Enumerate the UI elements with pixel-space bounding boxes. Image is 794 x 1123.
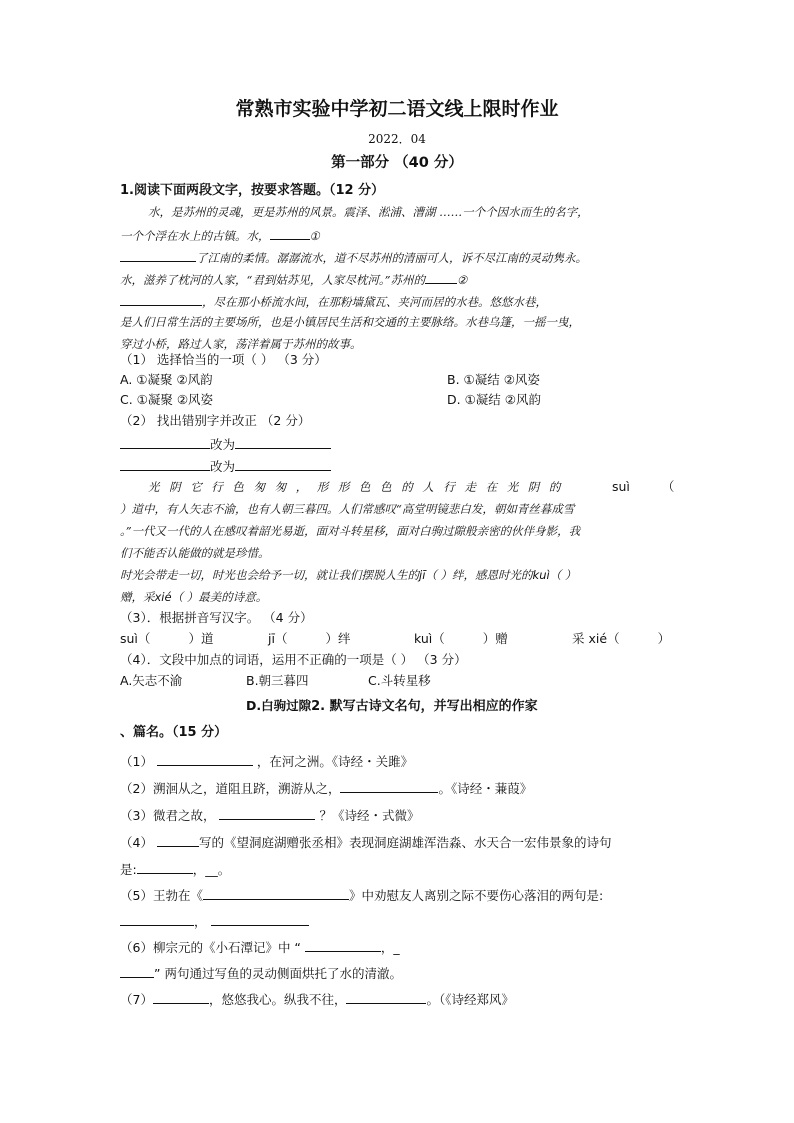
- q1-p2-line1: [148, 479, 668, 495]
- q1-p1-line2: [120, 226, 320, 244]
- q1-p2-line6-pre: 赠，采: [120, 590, 155, 604]
- q1-p2-line6-text: （ ）最美的诗意。: [171, 590, 268, 604]
- q2-heading-cont: 、篇名。（15 分）: [120, 725, 228, 740]
- pinyin-kui: kuì: [532, 568, 550, 582]
- blank-2-cont[interactable]: [120, 292, 202, 306]
- q2-item3: [120, 806, 419, 824]
- q2-text-4b: 是:: [120, 862, 137, 877]
- q1-heading: 1.阅读下面两段文字，按要求答题。（12 分）: [120, 183, 385, 198]
- q2-heading: 2. 默写古诗文名句，并写出相应的作家: [311, 699, 538, 714]
- sub3-rest-3: 赠: [495, 631, 508, 646]
- q1-p2-line1-tail: [612, 479, 674, 495]
- q1-p1-line4-text: 水，滋养了枕河的人家，“君到姑苏见，人家尽枕河。”苏州的: [120, 273, 426, 287]
- q2-text-5b: ，: [194, 914, 207, 929]
- blank-2-marker: ②: [457, 273, 468, 287]
- q2-blank-4[interactable]: [157, 833, 199, 847]
- sub3-pre-4: 采: [572, 631, 585, 646]
- q2-item5: [120, 886, 603, 904]
- q2-tail-3: ？《诗经・式微》: [319, 808, 420, 823]
- q1-sub3-stem: （3）．根据拼音写汉字。 （4 分）: [120, 610, 313, 625]
- q2-blank-7a[interactable]: [153, 990, 209, 1004]
- q1-p2-line5: [120, 567, 576, 583]
- blank-1-cont[interactable]: [120, 248, 196, 262]
- q1-p2-line5-text: 时光会带走一切，时光也会给予一切，就让我们摆脱人生的: [120, 568, 419, 582]
- part-heading: 第一部分 （40 分）: [331, 155, 463, 171]
- q1-p1-line5-text: ，尽在那小桥流水间，在那粉墙黛瓦、夹河而居的水巷。悠悠水巷，: [202, 295, 547, 309]
- q1-p1-line6: 是人们日常生活的主要场所，也是小镇居民生活和交通的主要脉络。水巷乌篷，一摇一曳，: [120, 315, 580, 329]
- q2-item1: [120, 752, 413, 770]
- q2-item6-cont: [120, 964, 402, 982]
- pinyin-sui: suì: [612, 479, 630, 494]
- q2-item2: [120, 779, 532, 797]
- q1-p2-line4: 们不能否认能做的就是珍惜。: [120, 546, 270, 560]
- sub3-rest-1: 道: [200, 631, 214, 646]
- wrong-char-blank-2[interactable]: [120, 457, 210, 471]
- correct-char-blank-1[interactable]: [235, 435, 331, 449]
- q1-sub1-option-b[interactable]: B. ①凝结 ②风姿: [447, 372, 540, 387]
- change-label-2: 改为: [210, 459, 236, 474]
- sub3-py-3: kuì: [414, 631, 433, 646]
- q1-p2-line1-text: 光阴它行色匆匆，形形色色的人行走在光阴的: [148, 480, 570, 494]
- q2-num-7: （7）: [120, 992, 153, 1007]
- q1-p1-line3: [120, 248, 587, 266]
- q2-blank-6b[interactable]: [120, 964, 154, 978]
- pinyin-xie: xié: [154, 590, 172, 604]
- q2-num-6: （6）: [120, 940, 153, 955]
- q1-sub2-stem: （2） 找出错别字并改正 （2 分）: [120, 413, 311, 428]
- q2-text-4: 写的《望洞庭湖赠张丞相》表现洞庭湖雄浑浩淼、水天合一宏伟景象的诗句: [198, 835, 612, 850]
- q1-p1-line3-text: 了江南的柔情。潺潺流水，道不尽苏州的清丽可人，诉不尽江南的灵动隽永。: [196, 251, 587, 265]
- change-label-1: 改为: [210, 437, 236, 452]
- q1-p2-line5-end: （ ）: [549, 568, 577, 582]
- q1-p2-line3: 。”一代又一代的人在感叹着韶光易逝，面对斗转星移，面对白驹过隙般亲密的伙伴身影，我: [120, 524, 581, 538]
- q2-blank-5a[interactable]: [120, 912, 194, 926]
- blank-1[interactable]: [270, 226, 310, 240]
- q1-sub4-option-d-row: [246, 698, 538, 715]
- date: 2022．04: [368, 132, 426, 146]
- q1-sub3-item1: suì（ ）道: [120, 631, 214, 646]
- wrong-char-blank-1[interactable]: [120, 435, 210, 449]
- q2-text-1: ，在河之洲。《诗经・关雎》: [256, 754, 414, 769]
- q2-num-1: （1）: [120, 754, 153, 769]
- q1-sub4-option-c[interactable]: C.斗转星移: [368, 673, 431, 688]
- q1-sub1-option-d[interactable]: D. ①凝结 ②风韵: [447, 392, 541, 407]
- q2-text-2: 溯洄从之，道阻且跻，溯游从之，: [152, 781, 341, 796]
- correct-char-blank-2[interactable]: [235, 457, 331, 471]
- q2-tail-2: 。《诗经・蒹葭》: [438, 781, 533, 796]
- q2-num-4: （4）: [120, 835, 153, 850]
- q1-sub1-option-c[interactable]: C. ①凝聚 ②风姿: [120, 392, 214, 407]
- q2-tail-6: ，_: [380, 940, 400, 955]
- sub3-py-1: suì: [120, 631, 138, 646]
- q2-blank-3[interactable]: [219, 806, 315, 820]
- q2-item4: [120, 833, 611, 851]
- q2-blank-6a[interactable]: [305, 938, 381, 952]
- q1-sub3-item4: 采 xié（ ）: [572, 631, 671, 646]
- q2-item6: [120, 938, 400, 956]
- sub3-py-2: jī: [268, 631, 275, 646]
- q1-sub3-item3: kuì（ ）赠: [414, 631, 508, 646]
- q2-item5-cont: [120, 912, 309, 930]
- q1-sub4-option-a[interactable]: A.矢志不渝: [120, 673, 183, 688]
- sub3-rest-2: 绊: [337, 631, 351, 646]
- q1-sub3-item2: jī（ ）绊: [268, 631, 351, 646]
- q1-p2-line6: [120, 589, 267, 605]
- q1-sub1-stem: （1） 选择恰当的一项（ ） （3 分）: [120, 352, 327, 367]
- q1-sub4-stem: （4）．文段中加点的词语，运用不正确的一项是（ ） （3 分）: [120, 652, 467, 667]
- q1-p1-line1: 水，是苏州的灵魂，更是苏州的风景。震泽、淞浦、漕湖 ……一个个因水而生的名字，: [148, 205, 589, 219]
- q1-p1-line4: [120, 270, 467, 288]
- q2-item4-cont: [120, 860, 230, 878]
- q2-blank-7b[interactable]: [346, 990, 426, 1004]
- q2-tail-5: 》中劝慰友人离别之际不要伤心落泪的两句是:: [348, 888, 604, 903]
- page-title: 常熟市实验中学初二语文线上限时作业: [235, 98, 559, 120]
- sub3-py-4: xié: [588, 631, 608, 646]
- q2-blank-5b[interactable]: [211, 912, 309, 926]
- q1-sub1-option-a[interactable]: A. ①凝聚 ②风韵: [120, 372, 213, 387]
- q1-p1-line5: [120, 292, 547, 310]
- q2-blank-4b[interactable]: [137, 860, 193, 874]
- q1-p1-line7: 穿过小桥，路过人家，荡洋着属于苏州的故事。: [120, 337, 362, 351]
- q1-sub4-option-d[interactable]: D.白驹过隙: [246, 698, 312, 713]
- q2-text-6: 柳宗元的《小石潭记》中 “: [152, 940, 301, 955]
- q2-text-7: ，悠悠我心。纵我不往，: [208, 992, 347, 1007]
- q2-blank-5-title[interactable]: [203, 886, 349, 900]
- q2-tail-7: 。（《诗经郑风》: [426, 992, 514, 1007]
- q2-blank-1[interactable]: [157, 752, 253, 766]
- q2-item7: [120, 990, 514, 1008]
- q2-text-6b: ” 两句通过写鱼的灵动侧面烘托了水的清澈。: [154, 966, 402, 981]
- pinyin-ji: jī: [419, 568, 426, 582]
- q2-blank-2[interactable]: [340, 779, 438, 793]
- blank-1-marker: ①: [309, 229, 320, 243]
- q1-p2-line5-mid: （ ）绊，感恩时光的: [425, 568, 533, 582]
- q2-num-2: （2）: [120, 781, 153, 796]
- q2-num-3: （3）: [120, 808, 153, 823]
- q1-sub2-row2: [120, 457, 331, 475]
- q1-sub4-option-b[interactable]: B.朝三暮四: [246, 673, 309, 688]
- q1-sub2-row1: [120, 435, 331, 453]
- q1-p2-line2: ）道中，有人矢志不渝，也有人朝三暮四。人们常感叹“高堂明镜悲白发，朝如青丝暮成雪: [120, 502, 575, 516]
- q2-tail-4b: ，__。: [192, 862, 231, 877]
- q1-p1-line2-text: 一个个浮在水上的古镇。水，: [120, 229, 270, 243]
- blank-2[interactable]: [425, 270, 457, 284]
- paren-open: （: [661, 479, 675, 494]
- q2-text-3: 微君之故，: [152, 808, 216, 823]
- q2-num-5: （5）: [120, 888, 153, 903]
- q2-text-5: 王勃在《: [152, 888, 203, 903]
